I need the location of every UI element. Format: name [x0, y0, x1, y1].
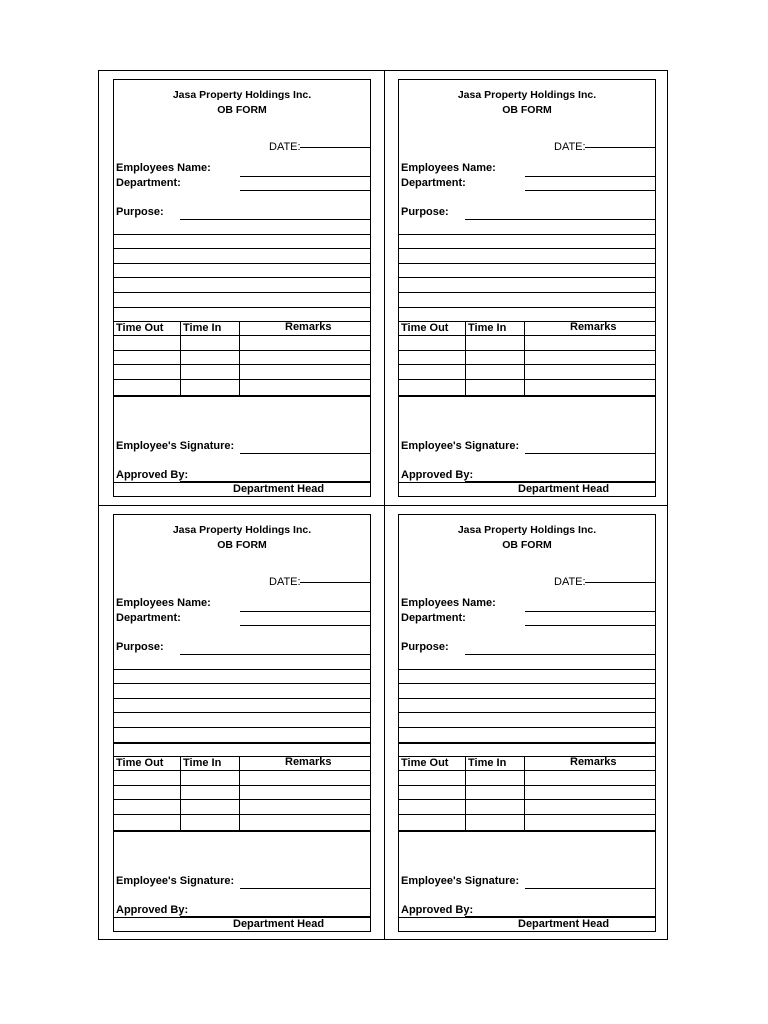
time-out-cell[interactable] [114, 380, 180, 393]
ruled-line [399, 669, 655, 670]
employee-signature-field[interactable] [240, 453, 370, 454]
remarks-cell[interactable] [524, 336, 655, 349]
department-field[interactable] [240, 625, 370, 626]
time-out-cell[interactable] [399, 801, 465, 814]
department-label: Department: [401, 177, 466, 189]
ruled-line [399, 482, 655, 483]
ruled-line [114, 698, 370, 699]
remarks-cell[interactable] [524, 380, 655, 393]
time-in-cell[interactable] [180, 771, 239, 784]
company-name: Jasa Property Holdings Inc. [457, 89, 597, 101]
ruled-line [114, 248, 370, 249]
date-label: DATE: [269, 576, 301, 588]
purpose-field[interactable] [180, 219, 370, 220]
department-field[interactable] [525, 625, 655, 626]
time-in-cell[interactable] [180, 380, 239, 393]
ruled-line [399, 830, 655, 832]
ruled-line [399, 292, 655, 293]
ruled-line [399, 263, 655, 264]
employee-name-label: Employees Name: [401, 597, 496, 609]
column-header-remarks: Remarks [570, 321, 617, 333]
remarks-cell[interactable] [239, 336, 370, 349]
column-header-remarks: Remarks [285, 321, 332, 333]
ruled-line [114, 830, 370, 832]
ruled-line [399, 277, 655, 278]
column-header-time-out: Time Out [401, 322, 449, 334]
employee-name-label: Employees Name: [401, 162, 496, 174]
department-label: Department: [116, 612, 181, 624]
department-field[interactable] [525, 190, 655, 191]
purpose-field[interactable] [465, 219, 655, 220]
ruled-line [399, 321, 655, 322]
ruled-line [399, 698, 655, 699]
time-in-cell[interactable] [180, 336, 239, 349]
ruled-line [114, 756, 370, 757]
ruled-line [114, 263, 370, 264]
approved-by-label: Approved By: [116, 904, 189, 916]
remarks-cell[interactable] [524, 786, 655, 799]
ruled-line [399, 727, 655, 728]
column-header-time-out: Time Out [116, 322, 164, 334]
ob-form [113, 79, 371, 497]
ruled-line [399, 395, 655, 397]
date-label: DATE: [554, 576, 586, 588]
employee-signature-label: Employee's Signature: [116, 875, 235, 887]
time-out-cell[interactable] [399, 336, 465, 349]
form-title: OB FORM [502, 104, 552, 116]
column-header-time-out: Time Out [401, 757, 449, 769]
date-field[interactable] [300, 147, 370, 148]
date-field[interactable] [585, 147, 655, 148]
ruled-line [114, 683, 370, 684]
employee-signature-field[interactable] [525, 453, 655, 454]
time-out-cell[interactable] [114, 801, 180, 814]
remarks-cell[interactable] [239, 380, 370, 393]
department-field[interactable] [240, 190, 370, 191]
ruled-line [114, 234, 370, 235]
date-label: DATE: [554, 141, 586, 153]
company-name: Jasa Property Holdings Inc. [172, 524, 312, 536]
column-header-remarks: Remarks [285, 756, 332, 768]
time-in-cell[interactable] [465, 351, 524, 364]
column-header-time-in: Time In [183, 757, 222, 769]
ruled-line [399, 712, 655, 713]
employee-name-field[interactable] [525, 176, 655, 177]
form-title: OB FORM [217, 539, 267, 551]
remarks-cell[interactable] [239, 815, 370, 828]
remarks-cell[interactable] [239, 801, 370, 814]
employee-signature-label: Employee's Signature: [401, 875, 520, 887]
time-in-cell[interactable] [180, 801, 239, 814]
ruled-line [114, 917, 370, 918]
ruled-line [114, 321, 370, 322]
time-out-cell[interactable] [114, 336, 180, 349]
time-in-cell[interactable] [180, 351, 239, 364]
ruled-line [114, 395, 370, 397]
purpose-field[interactable] [465, 654, 655, 655]
ruled-line [114, 712, 370, 713]
form-title: OB FORM [502, 539, 552, 551]
remarks-cell[interactable] [239, 771, 370, 784]
horizontal-cut-line [99, 505, 667, 506]
employee-name-label: Employees Name: [116, 597, 211, 609]
time-out-cell[interactable] [399, 815, 465, 828]
date-label: DATE: [269, 141, 301, 153]
time-in-cell[interactable] [465, 366, 524, 379]
ruled-line [399, 917, 655, 918]
ruled-line [399, 756, 655, 757]
ob-form [113, 514, 371, 932]
approved-by-label: Approved By: [401, 904, 474, 916]
time-in-cell[interactable] [465, 815, 524, 828]
employee-name-field[interactable] [525, 611, 655, 612]
time-in-cell[interactable] [180, 786, 239, 799]
remarks-cell[interactable] [239, 786, 370, 799]
time-out-cell[interactable] [114, 351, 180, 364]
approved-by-label: Approved By: [116, 469, 189, 481]
time-out-cell[interactable] [399, 786, 465, 799]
time-in-cell[interactable] [180, 366, 239, 379]
column-header-time-in: Time In [183, 322, 222, 334]
time-out-cell[interactable] [114, 771, 180, 784]
time-in-cell[interactable] [465, 336, 524, 349]
employee-signature-field[interactable] [240, 888, 370, 889]
ruled-line [399, 742, 655, 744]
ob-form [398, 79, 656, 497]
remarks-cell[interactable] [524, 801, 655, 814]
approver-title: Department Head [518, 918, 610, 930]
employee-signature-field[interactable] [525, 888, 655, 889]
remarks-cell[interactable] [524, 366, 655, 379]
remarks-cell[interactable] [524, 351, 655, 364]
department-label: Department: [116, 177, 181, 189]
column-header-time-out: Time Out [116, 757, 164, 769]
date-field[interactable] [585, 582, 655, 583]
ruled-line [114, 742, 370, 744]
ruled-line [399, 683, 655, 684]
approved-by-label: Approved By: [401, 469, 474, 481]
column-header-remarks: Remarks [570, 756, 617, 768]
time-out-cell[interactable] [114, 366, 180, 379]
column-header-time-in: Time In [468, 757, 507, 769]
company-name: Jasa Property Holdings Inc. [457, 524, 597, 536]
employee-signature-label: Employee's Signature: [401, 440, 520, 452]
employee-name-field[interactable] [240, 611, 370, 612]
time-out-cell[interactable] [399, 366, 465, 379]
time-in-cell[interactable] [465, 786, 524, 799]
ruled-line [114, 292, 370, 293]
date-field[interactable] [300, 582, 370, 583]
form-title: OB FORM [217, 104, 267, 116]
purpose-label: Purpose: [116, 641, 164, 653]
time-out-cell[interactable] [114, 786, 180, 799]
time-out-cell[interactable] [399, 771, 465, 784]
approver-title: Department Head [518, 483, 610, 495]
ruled-line [114, 727, 370, 728]
time-in-cell[interactable] [465, 771, 524, 784]
purpose-label: Purpose: [401, 206, 449, 218]
remarks-cell[interactable] [239, 366, 370, 379]
purpose-label: Purpose: [116, 206, 164, 218]
time-out-cell[interactable] [399, 380, 465, 393]
time-out-cell[interactable] [399, 351, 465, 364]
ruled-line [114, 482, 370, 483]
time-in-cell[interactable] [180, 815, 239, 828]
time-in-cell[interactable] [465, 380, 524, 393]
purpose-label: Purpose: [401, 641, 449, 653]
remarks-cell[interactable] [524, 815, 655, 828]
time-out-cell[interactable] [114, 815, 180, 828]
ob-form [398, 514, 656, 932]
ruled-line [399, 248, 655, 249]
purpose-field[interactable] [180, 654, 370, 655]
employee-signature-label: Employee's Signature: [116, 440, 235, 452]
company-name: Jasa Property Holdings Inc. [172, 89, 312, 101]
column-header-time-in: Time In [468, 322, 507, 334]
ruled-line [399, 234, 655, 235]
approver-title: Department Head [233, 483, 325, 495]
department-label: Department: [401, 612, 466, 624]
ruled-line [114, 277, 370, 278]
ruled-line [114, 669, 370, 670]
approver-title: Department Head [233, 918, 325, 930]
remarks-cell[interactable] [524, 771, 655, 784]
employee-name-label: Employees Name: [116, 162, 211, 174]
ruled-line [399, 307, 655, 308]
employee-name-field[interactable] [240, 176, 370, 177]
ruled-line [114, 307, 370, 308]
remarks-cell[interactable] [239, 351, 370, 364]
time-in-cell[interactable] [465, 801, 524, 814]
